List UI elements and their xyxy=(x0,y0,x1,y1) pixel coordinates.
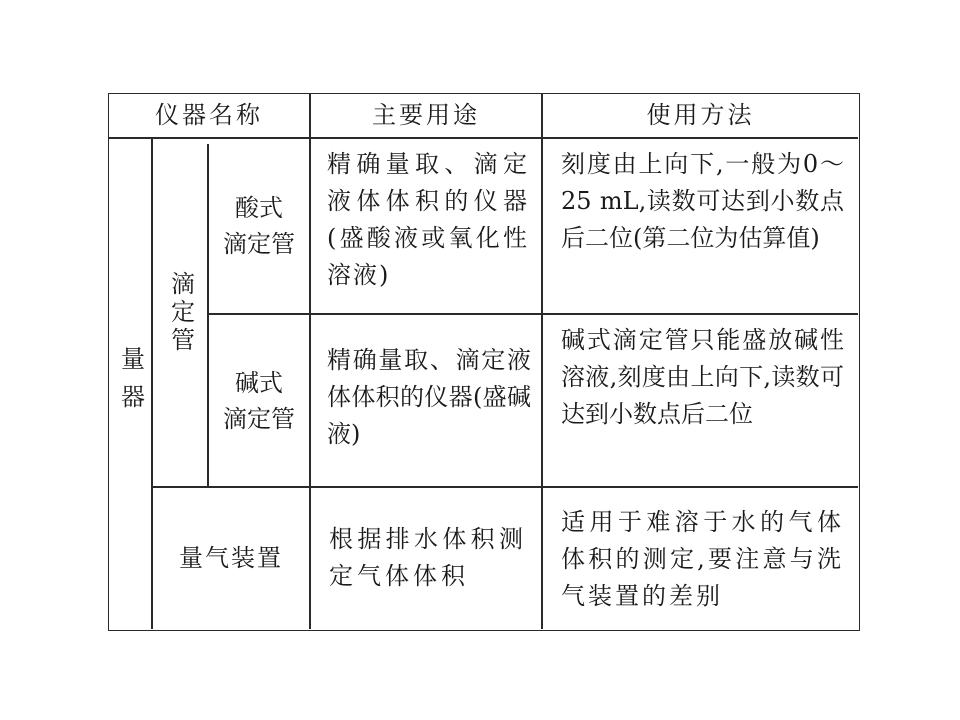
base-method: 碱式滴定管只能盛放碱性溶液,刻度由上向下,读数可达到小数点后二位 xyxy=(561,326,844,428)
header-name: 仪器名称 xyxy=(155,101,263,129)
acid-name-cell xyxy=(209,139,309,313)
group-label xyxy=(109,139,151,629)
header-method: 使用方法 xyxy=(646,101,755,129)
acid-method: 刻度由上向下,一般为0～25 mL,读数可达到小数点后二位(第二位为估算值) xyxy=(561,150,844,252)
gas-method: 适用于难溶于水的气体体积的测定,要注意与洗气装置的差别 xyxy=(561,508,844,610)
base-name-line2: 滴定管 xyxy=(223,404,295,433)
instrument-table xyxy=(108,93,860,631)
gas-use: 根据排水体积测定气体体积 xyxy=(329,525,527,590)
base-name-cell xyxy=(209,315,309,486)
header-use: 主要用途 xyxy=(372,101,480,129)
base-use: 精确量取、滴定液体体积的仪器(盛碱液) xyxy=(327,346,531,448)
acid-name-line1: 酸式 xyxy=(235,194,283,222)
acid-name-line2: 滴定管 xyxy=(223,230,295,258)
subgroup-label xyxy=(153,139,207,486)
group-label-text: 量器 xyxy=(116,346,145,422)
base-name-line1: 碱式 xyxy=(235,368,283,397)
acid-use: 精确量取、滴定液体体积的仪器(盛酸液或氧化性溶液) xyxy=(327,150,529,289)
gas-name: 量气装置 xyxy=(179,544,283,572)
subgroup-label-text: 滴定管 xyxy=(166,270,195,355)
